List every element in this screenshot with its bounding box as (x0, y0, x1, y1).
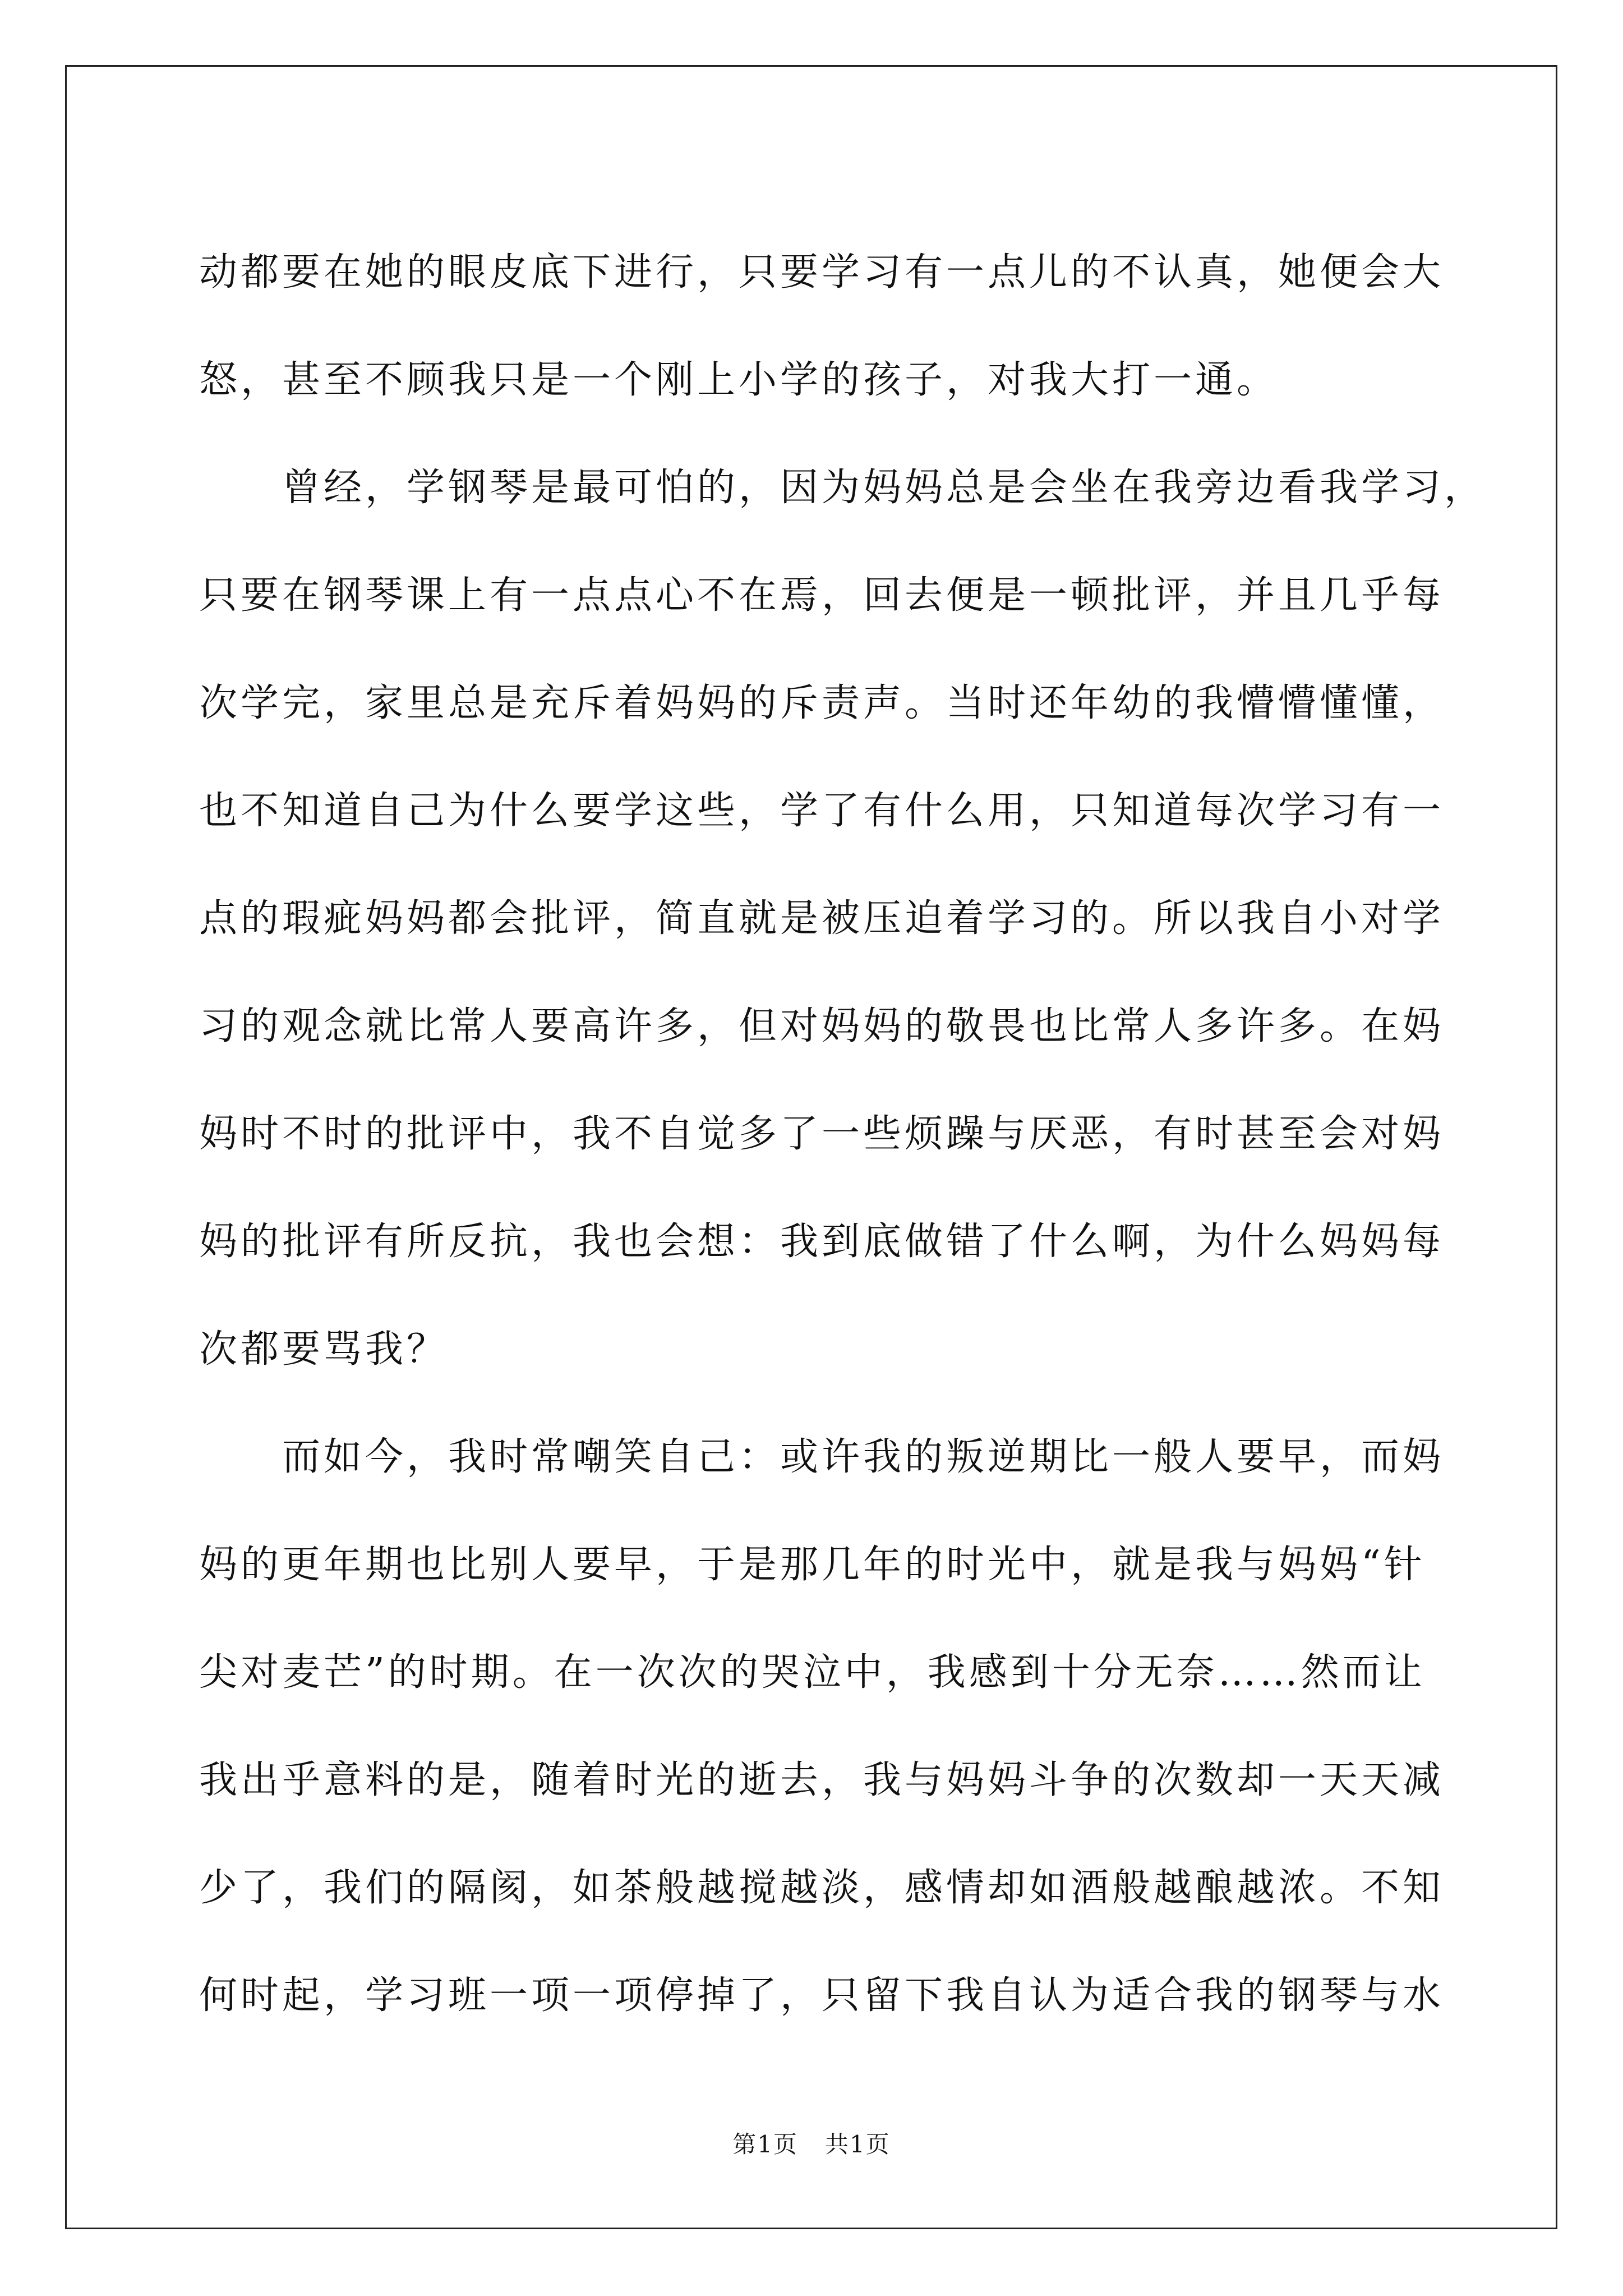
text-line: 我出乎意料的是，随着时光的逝去，我与妈妈斗争的次数却一天天减 (199, 1758, 1445, 1802)
page-number-current: 第1页 (732, 2131, 798, 2158)
document-body (199, 219, 1486, 2050)
text-line: 而如今，我时常嘲笑自己：或许我的叛逆期比一般人要早，而妈 (199, 1435, 1445, 1479)
page-number-total: 共1页 (825, 2131, 891, 2158)
text-line: 妈时不时的批评中，我不自觉多了一些烦躁与厌恶，有时甚至会对妈 (199, 1112, 1445, 1156)
page-footer (0, 2126, 1623, 2160)
text-line: 妈的更年期也比别人要早，于是那几年的时光中，就是我与妈妈“针 (199, 1543, 1426, 1587)
text-line: 妈的批评有所反抗，我也会想：我到底做错了什么啊，为什么妈妈每 (199, 1220, 1445, 1264)
text-line: 点的瑕疵妈妈都会批评，简直就是被压迫着学习的。所以我自小对学 (199, 896, 1445, 941)
text-line: 动都要在她的眼皮底下进行，只要学习有一点儿的不认真，她便会大 (199, 250, 1445, 295)
text-line: 次都要骂我？ (199, 1327, 449, 1372)
text-line: 习的观念就比常人要高许多，但对妈妈的敬畏也比常人多许多。在妈 (199, 1004, 1445, 1048)
text-line: 怒，甚至不顾我只是一个刚上小学的孩子，对我大打一通。 (199, 358, 1279, 402)
text-line: 曾经，学钢琴是最可怕的，因为妈妈总是会坐在我旁边看我学习， (199, 466, 1486, 510)
text-line: 何时起，学习班一项一项停掉了，只留下我自认为适合我的钢琴与水 (199, 1973, 1445, 2018)
text-line: 次学完，家里总是充斥着妈妈的斥责声。当时还年幼的我懵懵懂懂， (199, 681, 1445, 725)
text-line: 少了，我们的隔阂，如茶般越搅越淡，感情却如酒般越酿越浓。不知 (199, 1866, 1445, 1910)
text-line: 只要在钢琴课上有一点点心不在焉，回去便是一顿批评，并且几乎每 (199, 573, 1445, 618)
text-line: 也不知道自己为什么要学这些，学了有什么用，只知道每次学习有一 (199, 789, 1445, 833)
text-line: 尖对麦芒”的时期。在一次次的哭泣中，我感到十分无奈……然而让 (199, 1650, 1426, 1695)
